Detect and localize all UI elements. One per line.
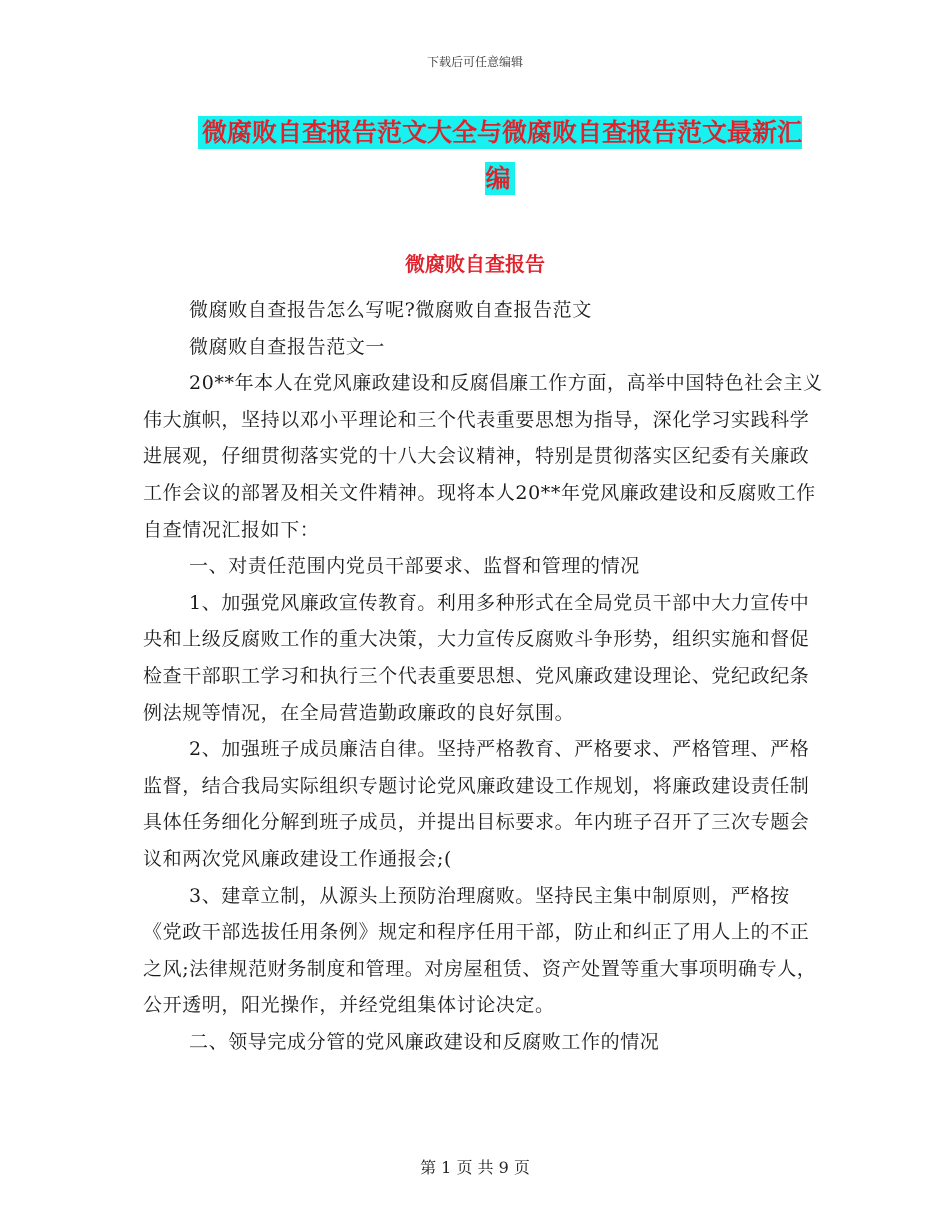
body-paragraph: 3、建章立制，从源头上预防治理腐败。坚持民主集中制原则，严格按《党政干部选拔任用条例》规定和程序任用干部，防止和纠正了用人上的不正之风;法律规范财务制度和管理。对房屋租赁、资产处置等重大事项明确专人，公开透明，阳光操作，并经党组集体讨论决定。 xyxy=(143,884,817,1017)
page-header-note: 下载后可任意编辑 xyxy=(426,55,523,69)
document-body xyxy=(143,292,823,1060)
document-title xyxy=(190,110,810,202)
body-paragraph: 微腐败自查报告怎么写呢?微腐败自查报告范文 xyxy=(189,299,592,321)
page-number-footer: 第 1 页 共 9 页 xyxy=(420,1158,530,1177)
body-paragraph: 20**年本人在党风廉政建设和反腐倡廉工作方面，高举中国特色社会主义伟大旗帜，坚持以邓小平理论和三个代表重要思想为指导，深化学习实践科学进展观，仔细贯彻落实党的十八大会议精神，特别是贯彻落实区纪委有关廉政工作会议的部署及相关文件精神。现将本人20**年党风廉政建设和反腐败工作自查情况汇报如下： xyxy=(143,372,823,541)
section-heading: 微腐败自查报告 xyxy=(405,252,545,276)
body-paragraph: 1、加强党风廉政宣传教育。利用多种形式在全局党员干部中大力宣传中央和上级反腐败工作的重大决策，大力宣传反腐败斗争形势，组织实施和督促检查干部职工学习和执行三个代表重要思想、党风廉政建设理论、党纪政纪条例法规等情况，在全局营造勤政廉政的良好氛围。 xyxy=(143,591,810,724)
body-paragraph: 二、领导完成分管的党风廉政建设和反腐败工作的情况 xyxy=(189,1030,660,1053)
body-paragraph: 2、加强班子成员廉洁自律。坚持严格教育、严格要求、严格管理、严格监督，结合我局实际组织专题讨论党风廉政建设工作规划，将廉政建设责任制具体任务细化分解到班子成员，并提出目标要求。年内班子召开了三次专题会议和两次党风廉政建设工作通报会;( xyxy=(143,738,810,870)
title-highlight: 微腐败自查报告范文大全与微腐败自查报告范文最新汇编 xyxy=(198,116,802,195)
body-paragraph: 微腐败自查报告范文一 xyxy=(189,335,386,358)
body-paragraph: 一、对责任范围内党员干部要求、监督和管理的情况 xyxy=(189,555,640,578)
